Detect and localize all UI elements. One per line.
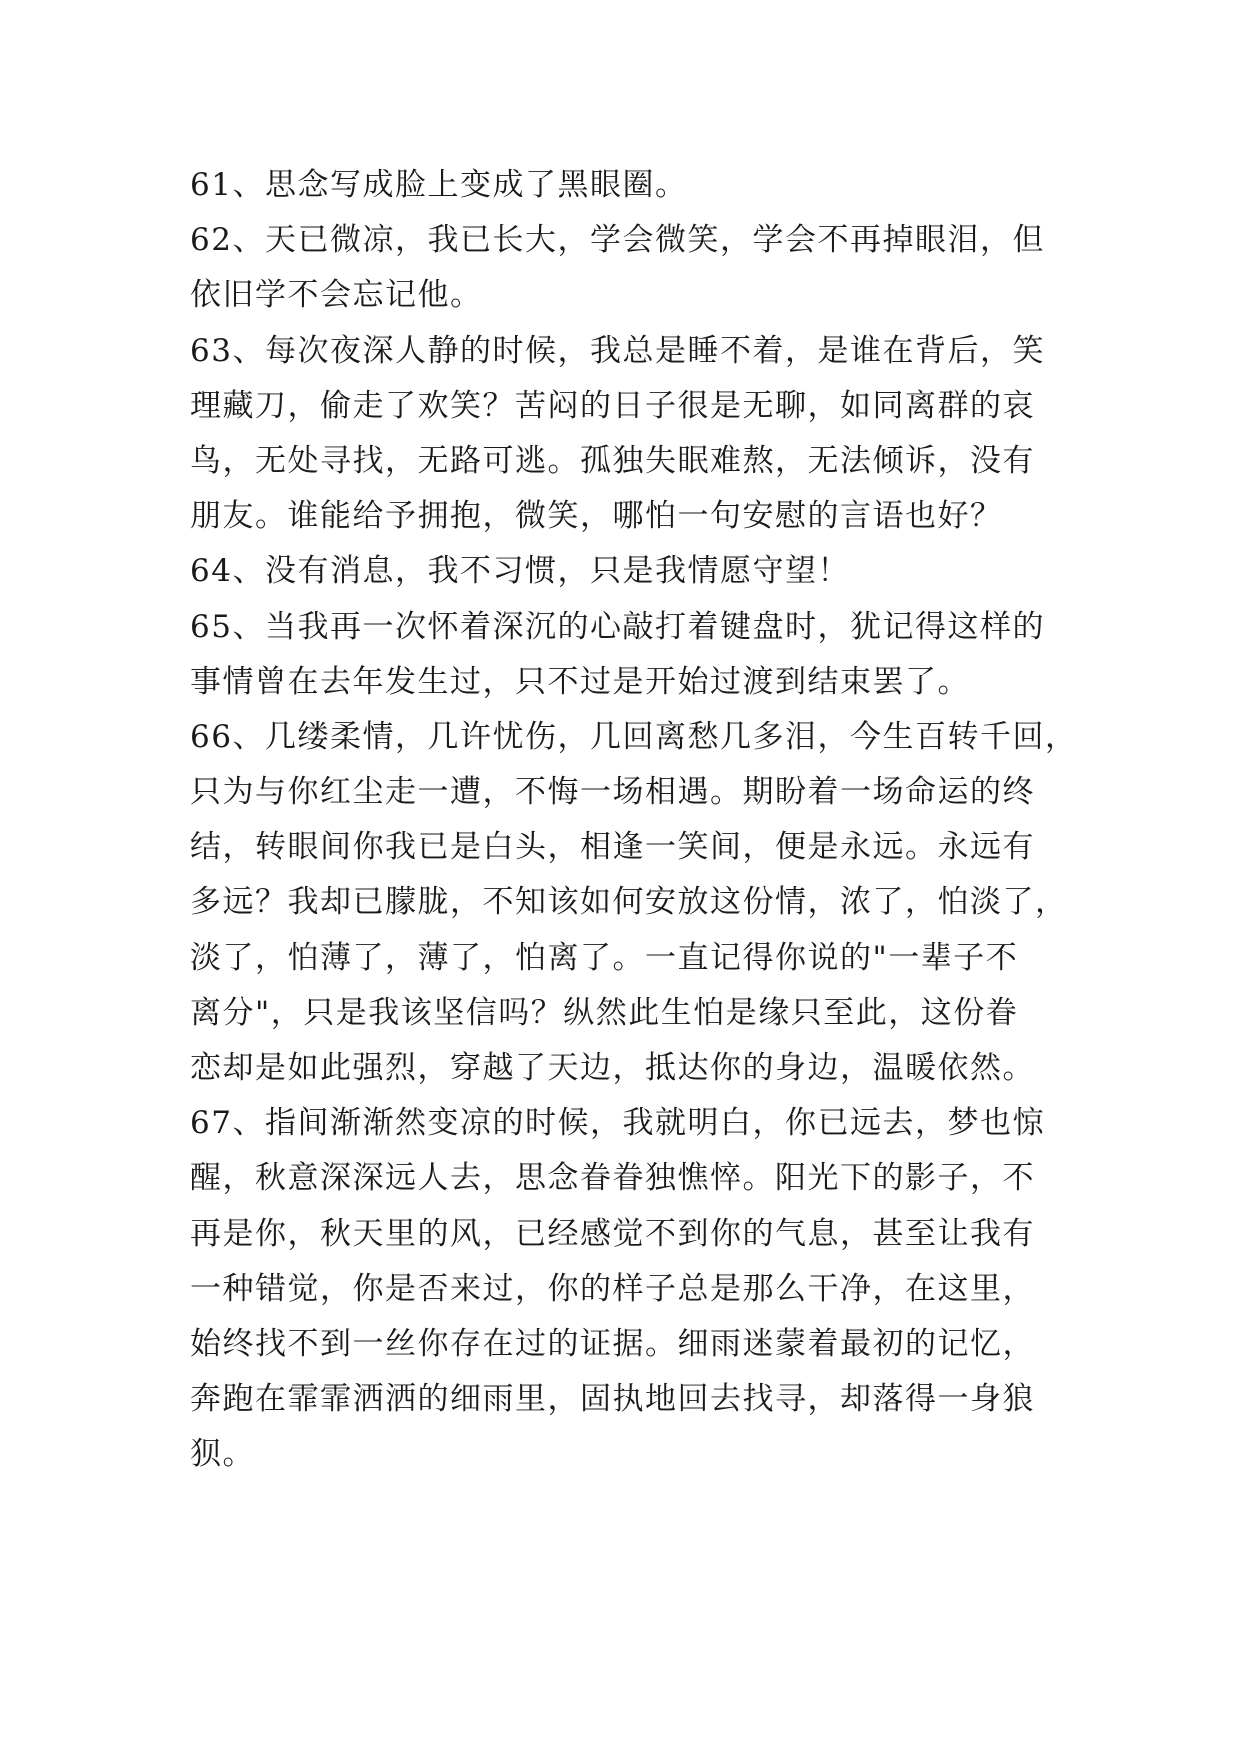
text-line: 61、思念写成脸上变成了黑眼圈。 bbox=[190, 167, 688, 203]
text-line: 62、天已微凉，我已长大，学会微笑，学会不再掉眼泪，但 bbox=[190, 222, 1045, 259]
text-line: 事情曾在去年发生过，只不过是开始过渡到结束罢了。 bbox=[190, 663, 970, 700]
text-line: 鸟，无处寻找，无路可逃。孤独失眠难熬，无法倾诉，没有 bbox=[190, 442, 1035, 479]
text-line: 65、当我再一次怀着深沉的心敲打着键盘时，犹记得这样的 bbox=[190, 608, 1045, 645]
text-line: 一种错觉，你是否来过，你的样子总是那么干净，在这里， bbox=[190, 1270, 1035, 1307]
text-line: 结，转眼间你我已是白头，相逢一笑间，便是永远。永远有 bbox=[190, 829, 1035, 866]
text-line: 只为与你红尘走一遭，不悔一场相遇。期盼着一场命运的终 bbox=[190, 774, 1035, 811]
text-line: 始终找不到一丝你存在过的证据。细雨迷蒙着最初的记忆， bbox=[190, 1325, 1035, 1362]
text-line: 63、每次夜深人静的时候，我总是睡不着，是谁在背后，笑 bbox=[190, 332, 1045, 369]
text-line: 67、指间渐渐然变凉的时候，我就明白，你已远去，梦也惊 bbox=[190, 1105, 1045, 1142]
text-line: 淡了，怕薄了，薄了，怕离了。一直记得你说的"一辈子不 bbox=[190, 939, 1019, 976]
text-line: 多远？我却已朦胧，不知该如何安放这份情，浓了，怕淡了， bbox=[190, 884, 1068, 921]
text-line: 依旧学不会忘记他。 bbox=[190, 277, 483, 314]
text-line: 理藏刀，偷走了欢笑？苦闷的日子很是无聊，如同离群的哀 bbox=[190, 387, 1035, 424]
text-line: 奔跑在霏霏洒洒的细雨里，固执地回去找寻，却落得一身狼 bbox=[190, 1381, 1035, 1418]
text-line: 离分"，只是我该坚信吗？纵然此生怕是缘只至此，这份眷 bbox=[190, 994, 1019, 1031]
text-line: 再是你，秋天里的风，已经感觉不到你的气息，甚至让我有 bbox=[190, 1215, 1035, 1252]
text-line: 恋却是如此强烈，穿越了天边，抵达你的身边，温暖依然。 bbox=[190, 1050, 1035, 1086]
document-body bbox=[190, 158, 1078, 1483]
text-line: 醒，秋意深深远人去，思念眷眷独憔悴。阳光下的影子，不 bbox=[190, 1160, 1035, 1197]
text-line: 朋友。谁能给予拥抱，微笑，哪怕一句安慰的言语也好？ bbox=[190, 498, 1003, 535]
text-line: 狈。 bbox=[190, 1436, 255, 1473]
text-line: 66、几缕柔情，几许忧伤，几回离愁几多泪，今生百转千回， bbox=[190, 718, 1078, 755]
text-line: 64、没有消息，我不习惯，只是我情愿守望！ bbox=[190, 553, 850, 590]
